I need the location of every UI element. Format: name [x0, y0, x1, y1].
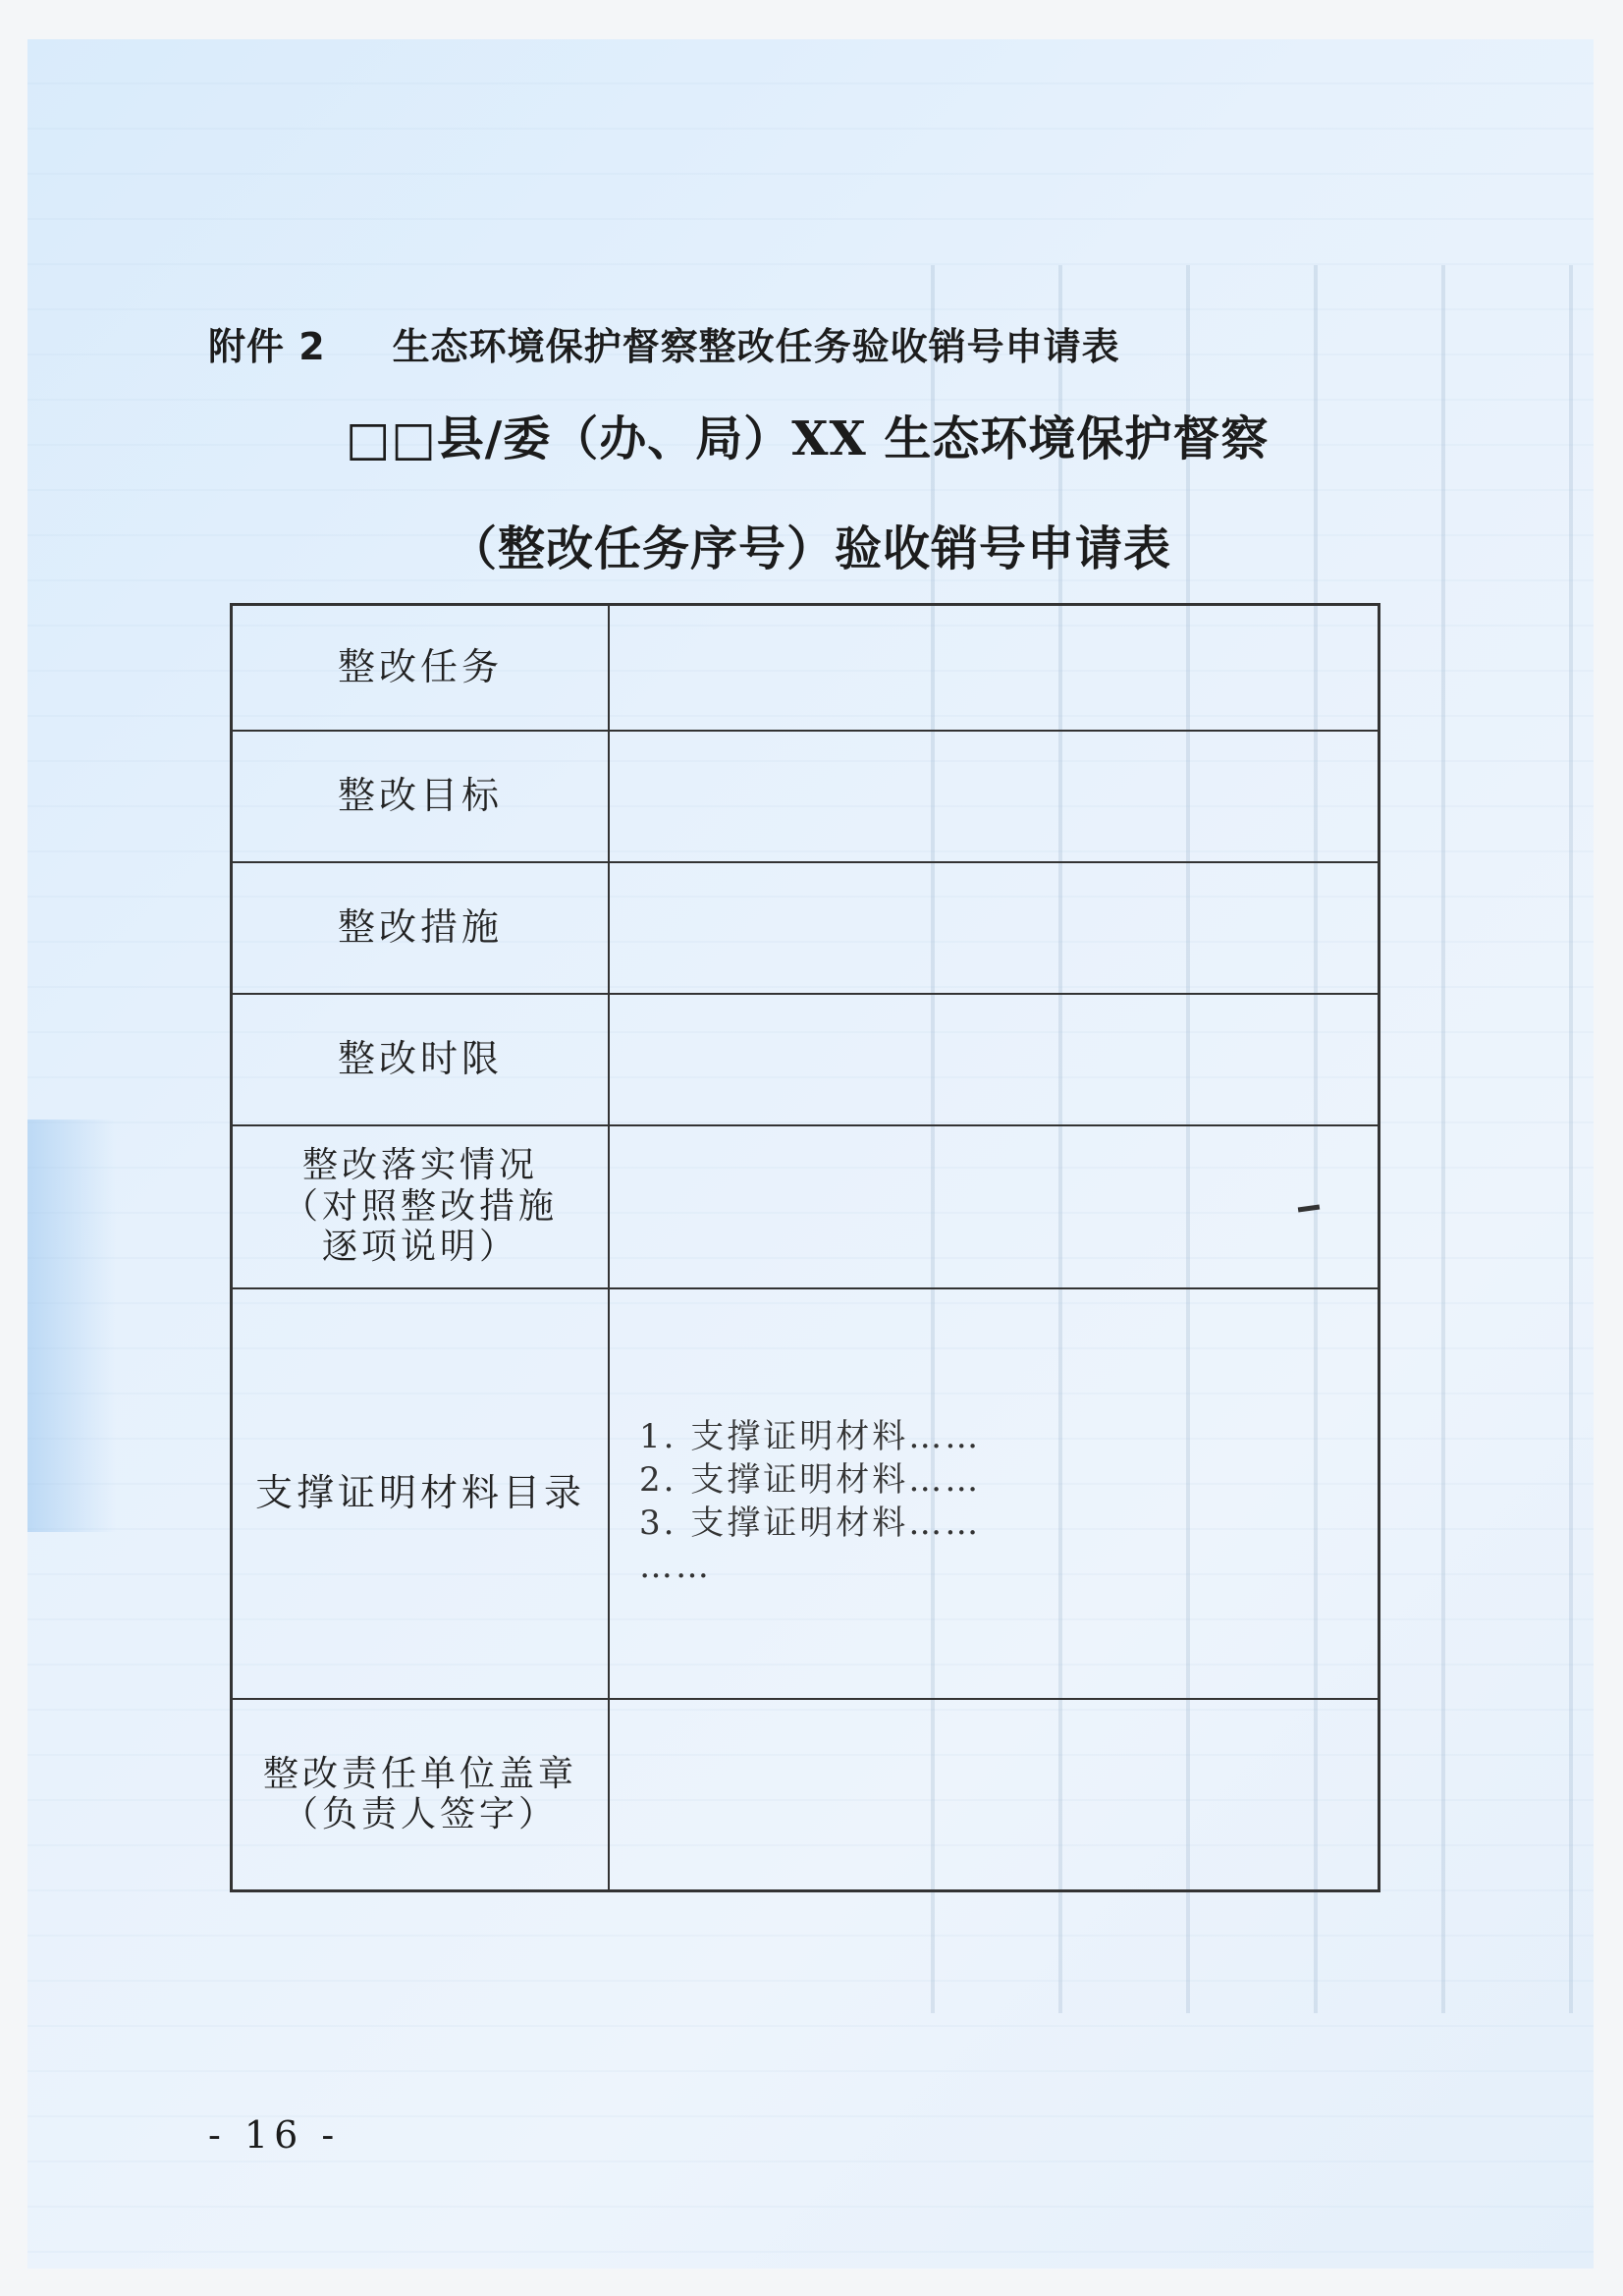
list-item: 2. 支撑证明材料…… [639, 1459, 982, 1500]
table-row [232, 862, 1380, 994]
row-label-note: （对照整改措施 [282, 1185, 558, 1227]
table-row [232, 1125, 1380, 1288]
row-value-field[interactable] [609, 1125, 1380, 1288]
row-value-field[interactable] [609, 994, 1380, 1125]
page-number: - 16 - [208, 2113, 341, 2157]
form-title-line-1: □□县/委（办、局）XX 生态环境保护督察 [346, 411, 1270, 466]
row-label-note: （负责人签字） [282, 1794, 558, 1835]
row-value-field[interactable] [609, 1699, 1380, 1891]
table-row [232, 605, 1380, 731]
row-value-field[interactable] [609, 731, 1380, 862]
row-label: 整改时限 [232, 994, 610, 1125]
row-label-note: 逐项说明） [321, 1227, 518, 1268]
materials-list [639, 1415, 1378, 1588]
materials-list-cell[interactable] [609, 1288, 1380, 1699]
row-label: 整改落实情况 [301, 1145, 538, 1186]
row-value-field[interactable] [609, 862, 1380, 994]
row-label: 整改目标 [232, 731, 610, 862]
row-label-cell [232, 1699, 610, 1891]
row-label: 整改责任单位盖章 [262, 1753, 577, 1794]
list-item: 1. 支撑证明材料…… [639, 1416, 982, 1456]
row-value-field[interactable] [609, 605, 1380, 731]
table-row [232, 1699, 1380, 1891]
row-label: 整改任务 [232, 605, 610, 731]
annex-label: 附件 2 [208, 325, 326, 368]
table-row [232, 994, 1380, 1125]
annex-title: 生态环境保护督察整改任务验收销号申请表 [392, 325, 1120, 368]
row-label: 整改措施 [232, 862, 610, 994]
list-item: …… [639, 1546, 712, 1586]
list-item: 3. 支撑证明材料…… [639, 1503, 982, 1543]
annex-heading [208, 316, 1120, 370]
form-title-line-2: （整改任务序号）验收销号申请表 [450, 521, 1172, 576]
row-label-cell [232, 1125, 610, 1288]
table-row [232, 1288, 1380, 1699]
row-label: 支撑证明材料目录 [232, 1288, 610, 1699]
application-form-table [230, 603, 1380, 1892]
table-row [232, 731, 1380, 862]
